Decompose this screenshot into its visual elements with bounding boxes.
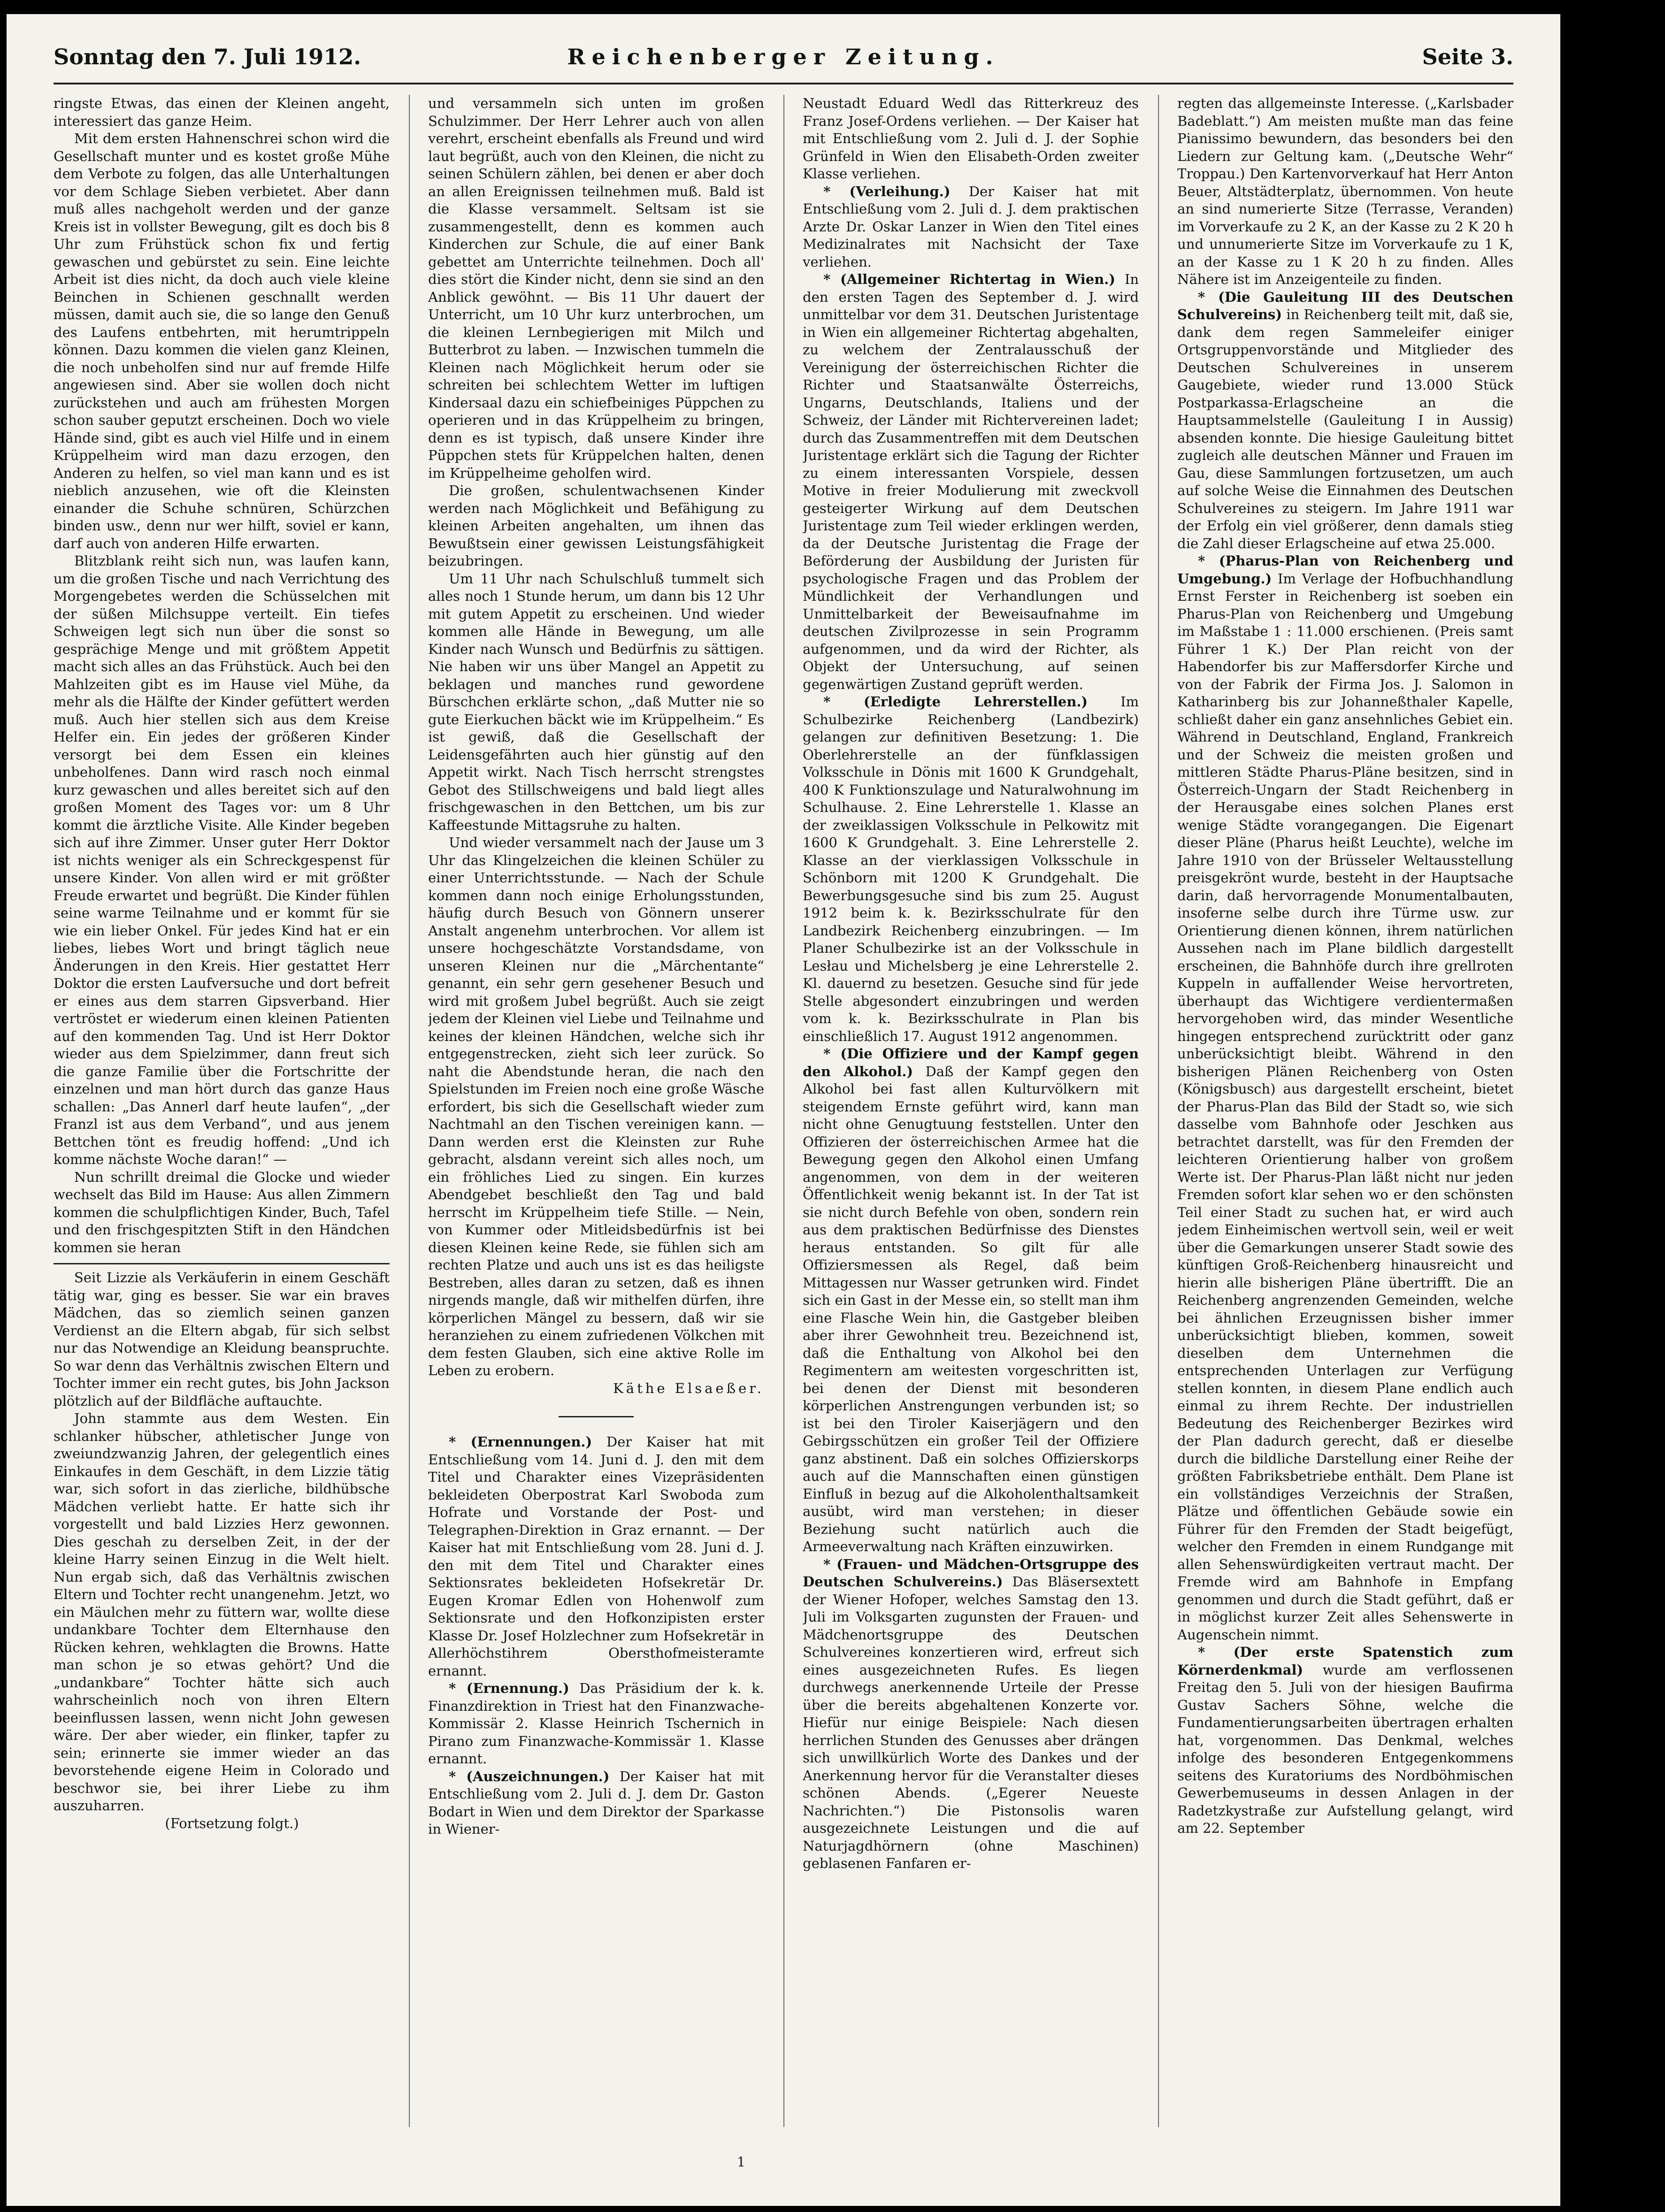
short-divider <box>559 1416 634 1417</box>
news-heading: * (Ernennungen.) <box>449 1434 592 1450</box>
news-text: Im Verlage der Hofbuchhandlung Ernst Ferster in Reichenberg ist soeben ein Pharus-Plan von Reichenberg und Umgebung im Maßstabe 1 : 11.000 erschienen. (Preis samt Führer 1 K.) Der Plan reicht von der Habendorfer bis zur Maffersdorfer Kirche und von der Fabrik der Firma Jos. J. Salomon in Katharinberg bis zur Johanneßthaler Kapelle, schließt daher ein ganz ansehnliches Gebiet ein. Während in Deutschland, England, Frankreich und der Schweiz die meisten großen und mittleren Städte Pharus-Pläne besitzen, sind in Österreich-Ungarn der Stadt Reichenberg in der Herausgabe eines solchen Planes erst wenige Städte vorangegangen. Die Eigenart dieser Pläne (Pharus heißt Leuchte), welche im Jahre 1910 von der Brüsseler Weltausstellung preisgekrönt wurde, besteht in der Hauptsache darin, daß hervorragende Monumentalbauten, insoferne selbe durch ihre Türme usw. zur Orientierung dienen können, ihrem natürlichen Aussehen nach im Plane bildlich dargestellt erscheinen, die Bahnhöfe durch ihre grellroten Kuppeln in auffallender Weise hervortreten, überhaupt das Wichtigere verdientermaßen hervorgehoben wird, das minder Wesentliche hingegen entsprechend zurücktritt oder ganz unberücksichtigt bleibt. Während in den bisherigen Plänen Reichenberg von Osten (Königsbusch) aus dargestellt erscheint, bietet der Pharus-Plan das Bild der Stadt so, wie sich dasselbe vom Bahnhofe oder Jeschken aus betrachtet darstellt, was für den Fremden der leichteren Orientierung halber von großem Werte ist. Der Pharus-Plan läßt nicht nur jeden Fremden sofort klar sehen wo er den schönsten Teil einer Stadt zu suchen hat, er wird auch jedem Einheimischen wertvoll sein, weil er weit über die Gemarkungen unserer Stadt sowie des künftigen Groß-Reichenberg hinausreicht und hierin alle bisherigen Pläne übertrifft. Die an Reichenberg angrenzenden Gemeinden, welche bei ähnlichen Erzeugnissen bisher immer unberücksichtigt blieben, kommen, soweit dieselben dem Unternehmen die entsprechenden Unterlagen zur Verfügung stellen konnten, in diesem Plane endlich auch einmal zu ihrem Rechte. Der industriellen Bedeutung des Reichenberger Bezirkes wird der Plan dadurch gerecht, daß er dieselbe durch die bildliche Darstellung einer Reihe der größten Fabriksbetriebe enthält. Dem Plane ist ein vollständiges Verzeichnis der Straßen, Plätze und öffentlichen Gebäude sowie ein Führer für den Fremden der Stadt beigefügt, welcher den Fremden in einem Rundgange mit allen Sehenswürdigkeiten vertraut macht. Der Fremde wird am Bahnhofe in Empfang genommen und durch die Stadt geführt, daß er in möglichst kurzer Zeit alles Sehenswerte in Augenschein nimmt. <box>1177 570 1513 1643</box>
news-heading: * (Verleihung.) <box>823 183 951 199</box>
news-heading: * (Allgemeiner Richtertag in Wien.) <box>823 271 1116 287</box>
news-text: Das Bläsersextett der Wiener Hofoper, welches Samstag den 13. Juli im Volksgarten zugunsten der Frauen- und Mädchenortsgruppe des Deutschen Schulvereines konzertieren wird, erfreut sich eines ausgezeichneten Rufes. Es liegen durchwegs anerkennende Urteile der Presse über die bereits abgehaltenen Konzerte vor. Hiefür nur einige Beispiele: Nach diesen herrlichen Stunden des Genusses aber drängen sich unwillkürlich Worte des Dankes und der Anerkennung hervor für die Veranstalter dieses schönen Abends. („Egerer Neueste Nachrichten.“) Die Pistonsolis waren ausgezeichnete Leistungen und die auf Naturjagdhörnern (ohne Maschinen) geblasenen Fanfaren er- <box>803 1574 1139 1871</box>
issue-date: Sonntag den 7. Juli 1912. <box>54 44 361 69</box>
news-heading: * (Die Offiziere und der Kampf gegen den Alkohol.) <box>803 1046 1139 1079</box>
columns <box>54 95 1513 2127</box>
column-2 <box>428 95 764 2127</box>
paragraph: Um 11 Uhr nach Schulschluß tummelt sich alles noch 1 Stunde herum, um dann bis 12 Uhr mit gutem Appetit zu erscheinen. Und wieder kommen alle Hände in Bewegung, um alle Kinder nach Wunsch und Bedürfnis zu sättigen. Nie haben wir uns über Mangel an Appetit zu beklagen und manches rund gewordene Bürschchen erklärte schon, „daß Mutter nie so gute Eierkuchen bäckt wie im Krüppelheim.“ Es ist gewiß, daß die Gesellschaft der Leidensgefährten auch hier günstig auf den Appetit wirkt. Nach Tisch herrscht strengstes Gebot des Stillschweigens und bald liegt alles frischgewaschen in den Bettchen, um bis zur Kaffeestunde Mittagsruhe zu halten. <box>428 570 764 833</box>
news-text: Im Schulbezirke Reichenberg (Landbezirk) gelangen zur definitiven Besetzung: 1. Die Oberlehrerstelle an der fünfklassigen Volksschule in Dönis mit 1600 K Grundgehalt, 400 K Funktionszulage und Naturalwohnung im Schulhause. 2. Eine Lehrerstelle 1. Klasse an der zweiklassigen Volksschule in Pelkowitz mit 1600 K Grundgehalt. 3. Eine Lehrerstelle 2. Klasse an der vierklassigen Volksschule in Schönborn mit 1200 K Grundgehalt. Die Bewerbungsgesuche sind bis zum 25. August 1912 beim k. k. Bezirksschulrate für den Landbezirk Reichenberg einzubringen. — Im Planer Schulbezirke ist an der Volksschule in Lesłau und Michelsberg je eine Lehrerstelle 2. Kl. dauernd zu besetzen. Gesuche sind für jede Stelle abgesondert einzubringen und werden vom k. k. Bezirksschulrate in Plan bis einschließlich 17. August 1912 angenommen. <box>803 694 1139 1044</box>
news-text: Der Kaiser hat mit Entschließung vom 2. Juli d. J. dem Dr. Gaston Bodart in Wien und dem Direktor der Sparkasse in Wiener- <box>428 1768 764 1837</box>
page-header <box>54 40 1513 84</box>
column-4 <box>1177 95 1513 2127</box>
news-text: In den ersten Tagen des September d. J. wird unmittelbar vor dem 31. Deutschen Juristentage in Wien ein allgemeiner Richtertag abgehalten, zu welchem der Zentralausschuß der Vereinigung der österreichischen Richter die Richter und Staatsanwälte Österreichs, Ungarns, Deutschlands, Italiens und der Schweiz, der Länder mit Richtervereinen ladet; durch das Zusammentreffen mit dem Deutschen Juristentage erklärt sich die Tagung der Richter zu einem interessanten Vorspiele, dessen Motive in freier Modulierung mit zweckvoll gesteigerter Wirkung auf dem Deutschen Juristentage zum Teil wieder erklingen werden, da der Deutsche Juristentag die Frage der Beförderung der Ausbildung der Juristen für psychologische Fragen und das Problem der Mündlichkeit der Verhandlungen und Unmittelbarkeit der Beweisaufnahme im deutschen Zivilprozesse in sein Programm aufgenommen, und da wird der Richter, als Objekt der Untersuchung, auf seinen gegenwärtigen Zustand geprüft werden. <box>803 271 1139 692</box>
news-heading: * (Auszeichnungen.) <box>449 1768 610 1784</box>
paragraph: Blitzblank reiht sich nun, was laufen kann, um die großen Tische und nach Verrichtung des Morgengebetes werden die Schüsselchen mit der süßen Milchsuppe verteilt. Ein tiefes Schweigen legt sich nun über die sonst so gesprächige Menge und mit größtem Appetit macht sich alles an das Frühstück. Auch bei den Mahlzeiten gibt es im Hause viel Mühe, da mehr als die Hälfte der Kinder gefüttert werden muß. Auch hier stellen sich aus dem Kreise Helfer ein. Ein jedes der größeren Kinder versorgt bei dem Essen ein kleines unbeholfenes. Dann wird rasch noch einmal kurz gewaschen und alles bereitet sich auf den großen Moment des Tages vor: um 8 Uhr kommt die ärztliche Visite. Alle Kinder begeben sich auf ihre Zimmer. Unser guter Herr Doktor ist nichts weniger als ein Schreckgespenst für unsere Kinder. Von allen wird er mit größter Freude erwartet und begrüßt. Die Kinder fühlen seine warme Teilnahme und er kommt für sie wie ein lieber Onkel. Für jedes Kind hat er ein liebes, liebes Wort und bringt täglich neue Änderungen in den Kreis. Hier gestattet Herr Doktor die ersten Laufversuche und dort befreit er eines aus dem starren Gipsverband. Hier vertröstet er wiederum einen kleinen Patienten auf den kommenden Tag. Und ist Herr Doktor wieder aus dem Spielzimmer, dann freut sich die ganze Familie über die Fortschritte der einzelnen und man hört durch das ganze Haus schallen: „Das Annerl darf heute laufen“, „der Franzl ist aus dem Verband“, und aus jenem Bettchen tönt es freudig hoffend: „Und ich komme nächste Woche daran!“ — <box>54 553 390 1167</box>
author-signature: Käthe Elsaeßer. <box>613 1380 764 1396</box>
news-text: Der Kaiser hat mit Entschließung vom 2. Juli d. J. dem praktischen Arzte Dr. Oskar Lanzer in Wien den Titel eines Medizinalrates mit Nachsicht der Taxe verliehen. <box>803 183 1139 270</box>
column-3 <box>803 95 1139 2127</box>
news-heading: * (Frauen- und Mädchen-Ortsgruppe des Deutschen Schulvereins.) <box>803 1556 1139 1590</box>
paragraph: Die großen, schulentwachsenen Kinder werden nach Möglichkeit und Befähigung zu kleinen Arbeiten angehalten, um ihnen das Bewußtsein einer gewissen Leistungsfähigkeit beizubringen. <box>428 482 764 569</box>
news-heading: * (Erledigte Lehrerstellen.) <box>823 694 1088 710</box>
paragraph: regten das allgemeinste Interesse. („Karlsbader Badeblatt.“) Am meisten mußte man das feine Pianissimo bewundern, das besonders bei den Liedern zur Geltung kam. („Deutsche Wehr“ Troppau.) Den Kartenvorverkauf hat Herr Anton Beuer, Altstädterplatz, übernommen. Von heute an sind numerierte Sitze (Terrasse, Veranden) im Vorverkaufe zu 2 K, an der Kasse zu 2 K 20 h und unnumerierte Sitze im Vorverkaufe zu 1 K, an der Kasse zu 1 K 20 h zu finden. Alles Nähere ist im Anzeigenteile zu finden. <box>1177 95 1513 287</box>
news-text: Das Präsidium der k. k. Finanzdirektion in Triest hat den Finanzwache-Kommissär 2. Klasse Heinrich Tschernich in Pirano zum Finanzwache-Kommissär 1. Klasse ernannt. <box>428 1680 764 1767</box>
column-1 <box>54 95 390 2127</box>
column-rule <box>783 95 784 2127</box>
paragraph: ringste Etwas, das einen der Kleinen angeht, interessiert das ganze Heim. <box>54 95 390 129</box>
paragraph: Nun schrillt dreimal die Glocke und wieder wechselt das Bild im Hause: Aus allen Zimmern kommen die schulpflichtigen Kinder, Buch, Tafel und den frischgespitzten Stift in den Händchen kommen sie heran <box>54 1169 390 1255</box>
paragraph: Neustadt Eduard Wedl das Ritterkreuz des Franz Josef-Ordens verliehen. — Der Kaiser hat mit Entschließung vom 2. Juli d. J. der Sophie Grünfeld in Wien den Elisabeth-Orden zweiter Klasse verliehen. <box>803 95 1139 182</box>
paragraph: Und wieder versammelt nach der Jause um 3 Uhr das Klingelzeichen die kleinen Schüler zu einer Unterrichtsstunde. — Nach der Schule kommen dann noch einige Erholungsstunden, häufig durch Besuch von Gönnern unserer Anstalt angenehm unterbrochen. Vor allem ist unsere hochgeschätzte Vorstandsdame, von unseren Kleinen nur die „Märchentante“ genannt, ein sehr gern gesehener Besuch und wird mit großem Jubel begrüßt. Auch sie zeigt jedem der Kleinen viel Liebe und Teilnahme und keines der kleinen Händchen, welche sich ihr entgegenstrecken, zieht sich leer zurück. So naht die Abendstunde heran, die nach den Spielstunden im Freien noch eine große Wäsche erfordert, bis sich die Gesellschaft wieder zum Nachtmahl an den Tischen vereinigen kann. — Dann werden erst die Kleinsten zur Ruhe gebracht, alsdann vereint sich alles noch, um ein fröhliches Lied zu singen. Ein kurzes Abendgebet beschließt den Tag und bald herrscht im Krüppelheim tiefe Stille. — Nein, von Kummer oder Mitleidsbedürfnis ist bei diesen Kleinen keine Rede, sie fühlen sich am rechten Platze und auch uns ist es das heiligste Bestreben, alles daran zu setzen, daß es ihnen nirgends mangle, daß wir mithelfen dürfen, ihre körperlichen Mängel zu bessern, daß wir sie heranziehen zu einem zufriedenen Völkchen mit dem festen Glauben, sich eine aktive Rolle im Leben zu erobern. <box>428 834 764 1378</box>
news-text: in Reichenberg teilt mit, daß sie, dank dem regen Sammeleifer einiger Ortsgruppenvorstände und Mitglieder des Deutschen Schulvereines in unserem Gaugebiete, wieder rund 13.000 Stück Postparkassa-Erlagscheine an die Hauptsammelstelle (Gauleitung I in Aussig) absenden konnte. Die hiesige Gauleitung bittet zugleich alle deutschen Männer und Frauen im Gau, diese Sammlungen fortzusetzen, um auch auf solche Weise die Einnahmen des Deutschen Schulvereines zu steigern. Im Jahre 1911 war der Erfolg ein viel größerer, denn damals stieg die Zahl dieser Erlagscheine auf etwa 25.000. <box>1177 306 1513 551</box>
feuilleton-paragraph: Seit Lizzie als Verkäuferin in einem Geschäft tätig war, ging es besser. Sie war ein braves Mädchen, das so ziemlich seinen ganzen Verdienst an die Eltern abgab, für sich selbst nur das Notwendige an Kleidung beanspruchte. So war denn das Verhältnis zwischen Eltern und Tochter immer ein recht gutes, bis John Jackson plötzlich auf der Bildfläche auftauchte. <box>54 1270 390 1409</box>
news-heading: * (Ernennung.) <box>449 1680 569 1696</box>
column-rule <box>409 95 410 2127</box>
feuilleton-paragraph: John stammte aus dem Westen. Ein schlanker hübscher, athletischer Junge von zweiundzwanzig Jahren, der gelegentlich eines Einkaufes in dem Geschäft, in dem Lizzie tätig war, sich sofort in das zierliche, bildhübsche Mädchen verliebt hatte. Er hatte sich ihr vorgestellt und bald Lizzies Herz gewonnen. Dies geschah zu derselben Zeit, in der der kleine Harry seinen Einzug in die Welt hielt. Nun ergab sich, daß das Verhältnis zwischen Eltern und Tochter recht unangenehm. Jetzt, wo ein Mäulchen mehr zu füttern war, wollte diese undankbare Tochter dem Elternhause den Rücken kehren, wehklagten die Browns. Hatte man schon je so etwas gehört? Und die „undankbare“ Tochter hätte sich auch wahrscheinlich noch von ihren Eltern beeinflussen lassen, wenn nicht John gewesen wäre. Der aber wieder, ein flinker, tapfer zu sein; erinnerte sie immer wieder an das bevorstehende eigene Heim in Colorado und beschwor sie, bei ihrer Liebe zu ihm auszuharren. <box>54 1410 390 1814</box>
section-divider <box>54 1263 390 1264</box>
column-rule <box>1158 95 1159 2127</box>
newspaper-page <box>7 14 1560 2206</box>
page-number: Seite 3. <box>1422 44 1513 69</box>
footer-mark: 1 <box>737 2154 745 2170</box>
news-heading: * (Pharus-Plan von Reichenberg und Umgebung.) <box>1177 553 1513 587</box>
paragraph: Mit dem ersten Hahnenschrei schon wird die Gesellschaft munter und es kostet große Mühe dem Verbote zu folgen, das alle Unterhaltungen vor dem Schlage Sieben verbietet. Aber dann muß alles nachgeholt werden und der ganze Kreis ist in vollster Bewegung, gilt es doch bis 8 Uhr zum Frühstück schon fix und fertig gewaschen und gebürstet zu sein. Eine leichte Arbeit ist dies nicht, da doch auch viele kleine Beinchen in Schienen geschnallt werden müssen, damit auch sie, die so lange den Genuß des Laufens entbehrten, mit herumtrippeln können. Dazu kommen die vielen ganz Kleinen, die noch unbeholfen sind nur auf fremde Hilfe angewiesen sind. Aber sie wollen doch nicht zurückstehen und auch am frühesten Morgen schon sauber geputzt erscheinen. Doch wo viele Hände sind, gibt es auch viel Hilfe und in einem Krüppelheim wird man dazu erzogen, den Anderen zu helfen, so viel man kann und es ist nieblich anzusehen, wie oft die Kleinsten einander die Schuhe schnüren, Schürzchen binden usw., denn nur wer hilft, soviel er kann, darf auch von anderen Hilfe erwarten. <box>54 130 390 551</box>
news-text: Daß der Kampf gegen den Alkohol bei fast allen Kulturvölkern mit steigendem Ernste geführt wird, kann man nicht ohne Genugtuung feststellen. Unter den Offizieren der österreichischen Armee hat die Bewegung gegen den Alkohol einen Umfang angenommen, von dem in der weiteren Öffentlichkeit wenig bekannt ist. In der Tat ist sie nicht durch Befehle von oben, sondern rein aus dem praktischen Bedürfnisse des Dienstes heraus entstanden. So gilt für alle Offiziersmessen als Regel, daß beim Mittagessen nur Wasser getrunken wird. Findet sich ein Gast in der Messe ein, so stellt man ihm eine Flasche Wein hin, die Gastgeber bleiben aber ihrer Gewohnheit treu. Bezeichnend ist, daß die Enthaltung von Alkohol bei den Regimentern am weitesten vorgeschritten ist, bei denen der Dienst mit besonderen körperlichen Anstrengungen verbunden ist; so ist bei den Tiroler Kaiserjägern und den Gebirgsschützen ein großer Teil der Offiziere ganz abstinent. Daß ein solches Offizierskorps auch auf die Mannschaften einen günstigen Einfluß in bezug auf die Alkoholenthaltsamkeit ausübt, wird man verstehen; in dieser Beziehung sucht natürlich auch die Armeeverwaltung nach Kräften einzuwirken. <box>803 1063 1139 1554</box>
news-heading: * (Die Gauleitung III des Deutschen Schulvereins) <box>1177 289 1513 322</box>
news-heading: * (Der erste Spatenstich zum Körnerdenkmal) <box>1177 1644 1513 1678</box>
continuation-note: (Fortsetzung folgt.) <box>165 1815 299 1831</box>
news-text: Der Kaiser hat mit Entschließung vom 14. Juni d. J. den mit dem Titel und Charakter eines Vizepräsidenten bekleideten Oberpostrat Karl Swoboda zum Hofrate und Vorstande der Post- und Telegraphen-Direktion in Graz ernannt. — Der Kaiser hat mit Entschließung vom 28. Juni d. J. den mit dem Titel und Charakter eines Sektionsrates bekleideten Hofsekretär Dr. Eugen Kromar Edlen von Hohenwolf zum Sektionsrate und den Hofkonzipisten erster Klasse Dr. Josef Holzlechner zum Hofsekretär in Allerhöchstihrem Obersthofmeisteramte ernannt. <box>428 1434 764 1679</box>
paragraph: und versammeln sich unten im großen Schulzimmer. Der Herr Lehrer auch von allen verehrt, erscheint ebenfalls als Freund und wird laut begrüßt, auch von den Kleinen, die nicht zu seinen Schülern zählen, bei denen er aber doch an allen Ereignissen teilnehmen muß. Bald ist die Klasse versammelt. Seltsam ist sie zusammengestellt, denn es kommen auch Kinderchen zur Schule, die auf einer Bank gebettet am Unterrichte teilnehmen. Doch all' dies stört die Kinder nicht, denn sie sind an den Anblick gewöhnt. — Bis 11 Uhr dauert der Unterricht, um 10 Uhr kurz unterbrochen, um die kleinen Lernbegierigen mit Milch und Butterbrot zu laben. — Inzwischen tummeln die Kleinen nach Möglichkeit herum oder sie schreiten bei schlechtem Wetter im luftigen Kindersaal dazu ein schiefbeiniges Püppchen zu operieren und in das Krüppelheim zu bringen, denn es ist typisch, daß unsere Kinder ihre Püppchen stets für Krüppelchen halten, denen im Krüppelheime geholfen wird. <box>428 95 764 481</box>
news-text: wurde am verflossenen Freitag den 5. Juli von der hiesigen Baufirma Gustav Sachers Söhne, welche die Fundamentierungsarbeiten übertragen erhalten hat, vorgenommen. Das Denkmal, welches infolge des besonderen Entgegenkommens seitens des Kuratoriums des Nordböhmischen Gewerbemuseums in dessen Anlagen in der Radetzkystraße zur Aufstellung gelangt, wird am 22. September <box>1177 1661 1513 1836</box>
masthead-title: Reichenberger Zeitung. <box>567 44 1000 69</box>
